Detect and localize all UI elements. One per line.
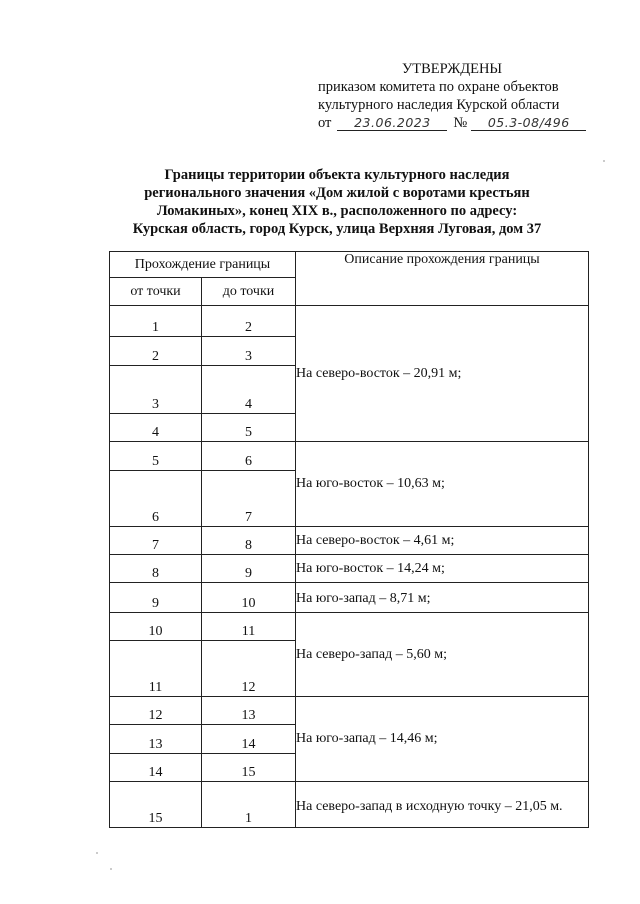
header-description: Описание прохождения границы [296,252,589,306]
approval-block [318,60,618,132]
header-to: до точки [202,278,296,306]
description-cell: На юго-запад – 8,71 м; [296,583,589,613]
to-point: 13 [202,697,296,725]
title-line-1: Границы территории объекта культурного наследия [164,167,510,183]
description-cell: На юго-запад – 14,46 м; [296,697,589,782]
to-point: 1 [202,782,296,828]
from-point: 7 [110,527,202,555]
approval-line-1: приказом комитета по охране объектов [318,79,559,95]
scan-speck [110,868,112,870]
to-point: 4 [202,366,296,414]
approval-heading: УТВЕРЖДЕНЫ [402,61,503,77]
to-point: 3 [202,337,296,366]
from-point: 5 [110,442,202,471]
from-point: 1 [110,306,202,337]
from-point: 12 [110,697,202,725]
description-cell: На северо-восток – 4,61 м; [296,527,589,555]
description-cell: На северо-восток – 20,91 м; [296,306,589,442]
from-point: 9 [110,583,202,613]
to-point: 5 [202,414,296,442]
description-cell: На северо-запад в исходную точку – 21,05 м. [296,782,589,828]
table-row [110,555,589,583]
from-point: 15 [110,782,202,828]
to-point: 8 [202,527,296,555]
description-cell: На юго-восток – 10,63 м; [296,442,589,527]
number-prefix: № [453,115,468,131]
from-point: 10 [110,613,202,641]
description-cell: На северо-запад – 5,60 м; [296,613,589,697]
from-point: 2 [110,337,202,366]
from-point: 4 [110,414,202,442]
from-point: 11 [110,641,202,697]
header-passage: Прохождение границы [110,252,296,278]
to-point: 6 [202,442,296,471]
to-point: 9 [202,555,296,583]
date-prefix: от [318,115,332,131]
to-point: 14 [202,725,296,754]
table-row [110,613,589,641]
table-row [110,442,589,471]
approval-line-2: культурного наследия Курской области [318,97,560,113]
from-point: 13 [110,725,202,754]
table-row [110,782,589,828]
to-point: 12 [202,641,296,697]
document-title [92,166,582,238]
from-point: 8 [110,555,202,583]
description-cell: На юго-восток – 14,24 м; [296,555,589,583]
table-row [110,306,589,337]
boundary-table [109,251,589,828]
approval-date-number [318,114,618,132]
from-point: 14 [110,754,202,782]
title-line-4: Курская область, город Курск, улица Верхняя Луговая, дом 37 [132,221,542,237]
table-row [110,697,589,725]
table-row [110,583,589,613]
scan-speck [603,160,605,162]
to-point: 15 [202,754,296,782]
handwritten-number: 05.3-08/496 [471,116,586,131]
to-point: 10 [202,583,296,613]
from-point: 3 [110,366,202,414]
from-point: 6 [110,471,202,527]
header-from: от точки [110,278,202,306]
to-point: 11 [202,613,296,641]
table-header-row [110,252,589,278]
handwritten-date: 23.06.2023 [337,116,447,131]
table-row [110,527,589,555]
title-line-2: регионального значения «Дом жилой с воротами крестьян [144,185,530,201]
title-line-3: Ломакиных», конец XIX в., расположенного по адресу: [156,203,518,219]
to-point: 2 [202,306,296,337]
scan-speck [96,852,98,854]
to-point: 7 [202,471,296,527]
